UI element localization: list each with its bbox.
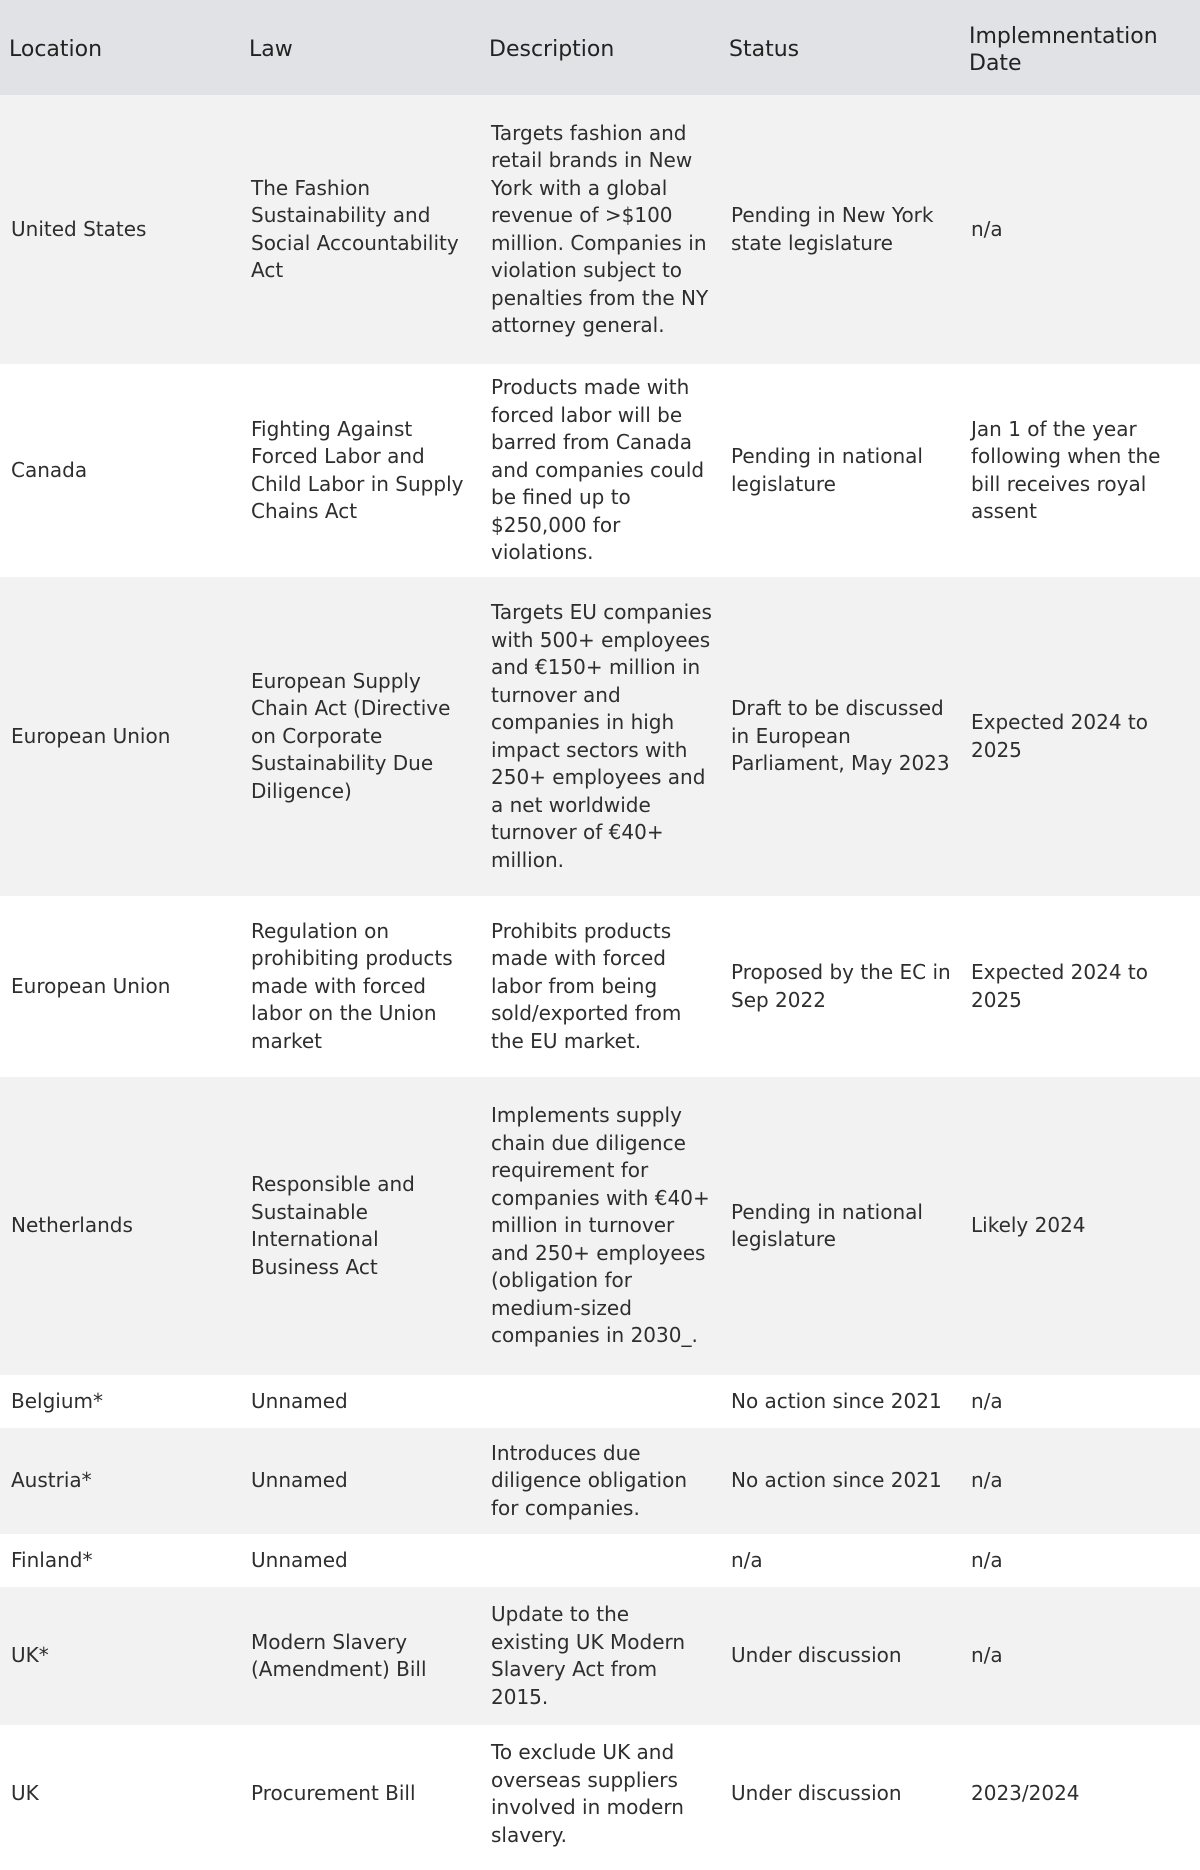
cell-law: Responsible and Sustainable International Business Act	[251, 1172, 415, 1279]
cell-law: Procurement Bill	[251, 1781, 416, 1806]
cell-date: Expected 2024 to 2025	[971, 960, 1149, 1012]
cell-law: Unnamed	[251, 1547, 348, 1572]
cell-date: n/a	[971, 1643, 1003, 1668]
cell-location: Austria*	[11, 1468, 92, 1493]
cell-status: No action since 2021	[731, 1388, 942, 1413]
cell-location: European Union	[11, 723, 171, 748]
header-law: Law	[249, 37, 293, 62]
cell-law: Fighting Against Forced Labor and Child Labor in Supply Chains Act	[251, 416, 464, 523]
table-row	[0, 95, 1200, 364]
cell-location: European Union	[11, 973, 171, 998]
cell-law: Unnamed	[251, 1388, 348, 1413]
table-row	[0, 1587, 1200, 1725]
cell-date: n/a	[971, 1388, 1003, 1413]
cell-status: Proposed by the EC in Sep 2022	[731, 960, 951, 1012]
cell-description: Implements supply chain due diligence requirement for companies with €40+ million in turnover and 250+ employees (obligation for medium-sized companies in 2030_.	[491, 1103, 710, 1348]
cell-status: Draft to be discussed in European Parliament, May 2023	[731, 696, 950, 776]
table-body	[0, 95, 1200, 1863]
cell-law: Unnamed	[251, 1468, 348, 1493]
header-row	[0, 0, 1200, 95]
table-row	[0, 577, 1200, 896]
cell-location: Netherlands	[11, 1213, 133, 1238]
cell-status: Pending in national legislature	[731, 444, 923, 496]
cell-status: n/a	[731, 1547, 763, 1572]
cell-date: n/a	[971, 1547, 1003, 1572]
cell-law: Regulation on prohibiting products made with forced labor on the Union market	[251, 918, 453, 1053]
cell-description: Targets EU companies with 500+ employees and €150+ million in turnover and companies in high impact sectors with 250+ employees and a net worldwide turnover of €40+ million.	[491, 600, 712, 872]
cell-date: n/a	[971, 1468, 1003, 1493]
cell-status: Pending in New York state legislature	[731, 203, 934, 255]
table-row	[0, 1428, 1200, 1534]
table-row	[0, 1534, 1200, 1587]
cell-location: Canada	[11, 457, 88, 482]
table-header	[0, 0, 1200, 95]
cell-status: Pending in national legislature	[731, 1199, 923, 1251]
header-description: Description	[489, 37, 615, 62]
cell-location: Belgium*	[11, 1388, 103, 1413]
cell-description: Introduces due diligence obligation for companies.	[491, 1440, 688, 1520]
cell-date: 2023/2024	[971, 1781, 1080, 1806]
cell-location: United States	[11, 216, 147, 241]
cell-date: Jan 1 of the year following when the bill receives royal assent	[971, 416, 1161, 523]
cell-law: The Fashion Sustainability and Social Accountability Act	[251, 175, 459, 282]
cell-location: UK*	[11, 1643, 49, 1668]
cell-location: UK	[11, 1781, 39, 1806]
cell-status: Under discussion	[731, 1781, 902, 1806]
table-row	[0, 1725, 1200, 1863]
header-implementation-date: Implemnentation Date	[969, 23, 1158, 76]
cell-law: Modern Slavery (Amendment) Bill	[251, 1629, 427, 1681]
cell-law: European Supply Chain Act (Directive on Corporate Sustainability Due Diligence)	[251, 668, 451, 803]
cell-description	[480, 1375, 720, 1428]
table-row	[0, 1077, 1200, 1375]
cell-description: Update to the existing UK Modern Slavery Act from 2015.	[491, 1602, 686, 1709]
cell-date: Expected 2024 to 2025	[971, 710, 1149, 762]
table-row	[0, 896, 1200, 1077]
cell-date: n/a	[971, 216, 1003, 241]
cell-date: Likely 2024	[971, 1213, 1086, 1238]
cell-status: Under discussion	[731, 1643, 902, 1668]
cell-location: Finland*	[11, 1547, 93, 1572]
cell-description: Products made with forced labor will be barred from Canada and companies could be fined up to $250,000 for violations.	[491, 375, 705, 565]
table-row	[0, 1375, 1200, 1428]
table-row	[0, 364, 1200, 577]
header-status: Status	[729, 37, 800, 62]
header-location: Location	[9, 37, 103, 62]
cell-description	[480, 1534, 720, 1587]
cell-description: Prohibits products made with forced labor from being sold/exported from the EU market.	[491, 918, 682, 1053]
cell-description: Targets fashion and retail brands in New York with a global revenue of >$100 million. Companies in violation subject to penalties from the NY attorney general.	[491, 120, 709, 337]
cell-status: No action since 2021	[731, 1468, 942, 1493]
cell-description: To exclude UK and overseas suppliers involved in modern slavery.	[491, 1740, 684, 1847]
